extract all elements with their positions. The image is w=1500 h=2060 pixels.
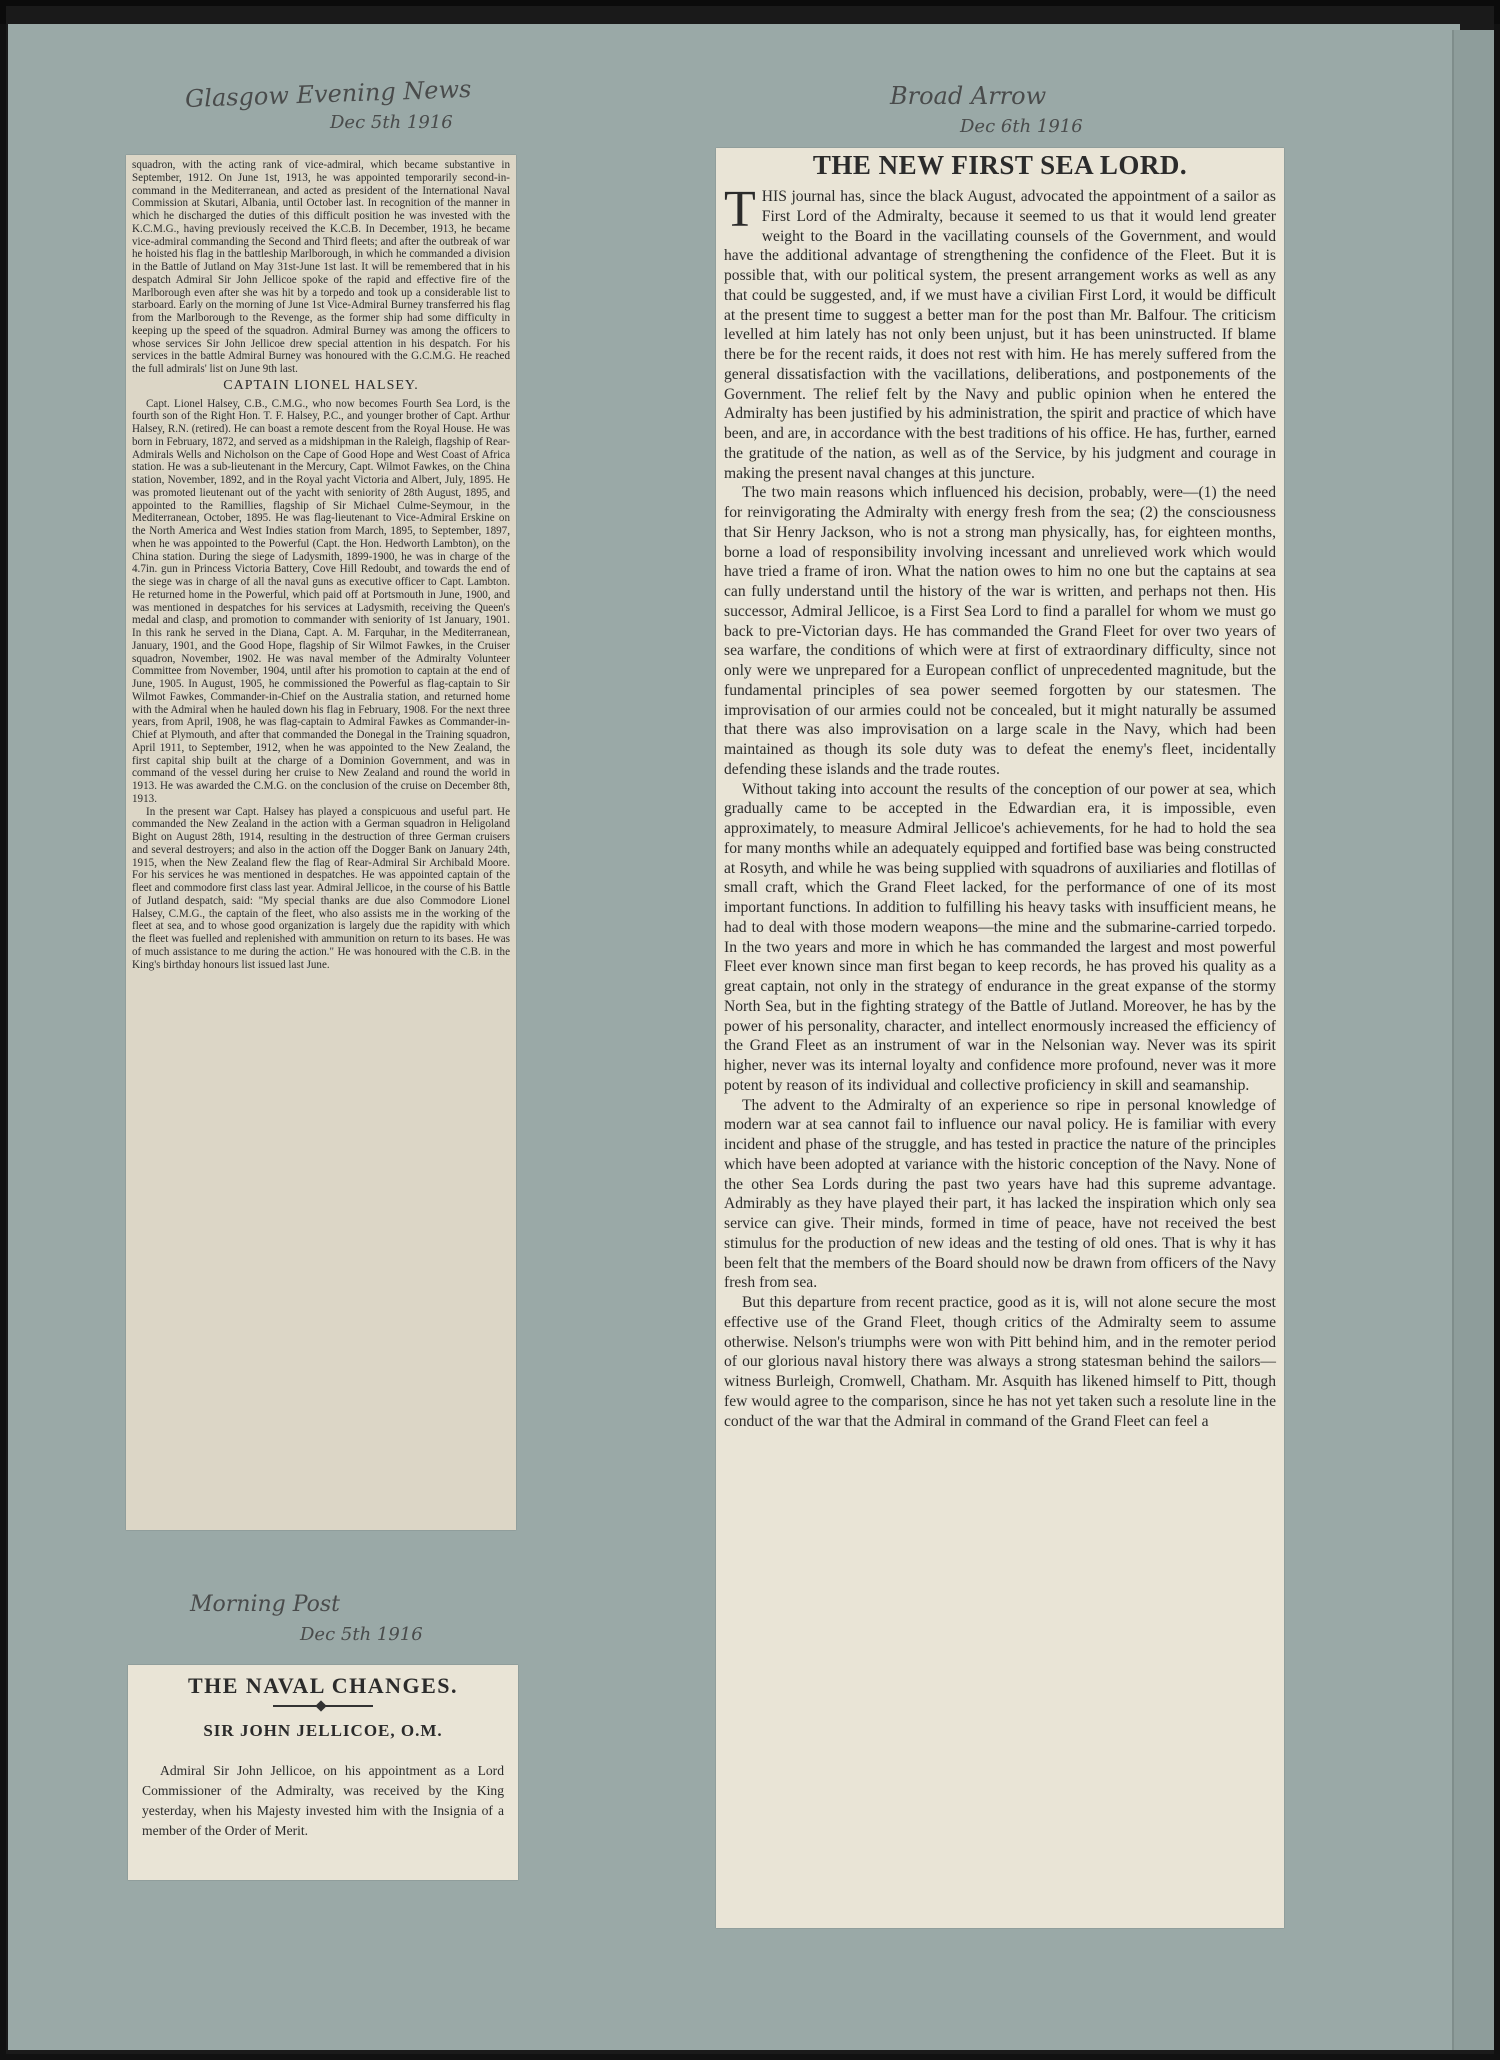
divider-ornament [273, 1705, 373, 1707]
article-paragraph: Admiral Sir John Jellicoe, on his appointment as a Lord Commissioner of the Admiralty, was received by the King yesterday, when his Majesty invested him with the Insignia of a member of the Order of Merit. [142, 1763, 504, 1838]
article-paragraph [724, 181, 1276, 483]
article-subtitle: SIR JOHN JELLICOE, O.M. [203, 1721, 443, 1740]
article-paragraph: The advent to the Admiralty of an experience so ripe in personal knowledge of modern war at sea cannot fail to influence our naval policy. He is familiar with every incident and phase of the struggle, and has tested in practice the nature of the principles which have been adopted at variance with the historic conception of the Navy. None of the other Sea Lords during the past two years have had this supreme advantage. Admirably as they have played their part, it has lacked the inspiration which only sea service can give. Their minds, formed in time of peace, have not received the best stimulus for the production of new ideas and the testing of old ones. That is why it has been felt that the members of the Board should now be drawn from officers of the Navy fresh from sea. [724, 1096, 1276, 1292]
article-paragraph: In the present war Capt. Halsey has played a conspicuous and useful part. He commanded the New Zealand in the action with a German squadron in Heligoland Bight on August 28th, 1914, resulting in the destruction of three German cruisers and several destroyers; and also in the action off the Dogger Bank on January 24th, 1915, when the New Zealand flew the flag of Rear-Admiral Sir Archibald Moore. For his services he was mentioned in despatches. He was appointed captain of the fleet and commodore first class last year. Admiral Jellicoe, in the course of his Battle of Jutland despatch, said: "My special thanks are due also Commodore Lionel Halsey, C.M.G., the captain of the fleet, who also assists me in the working of the fleet at sea, and to whose good organization is largely due the rapidity with which the fleet was fuelled and replenished with ammunition on return to its bases. He was of much assistance to me during the action." He was honoured with the C.B. in the King's birthday honours list issued last June. [132, 805, 510, 971]
article-paragraph: squadron, with the acting rank of vice-admiral, which became substantive in September, 1912. On June 1st, 1913, he was appointed temporarily second-in-command in the Mediterranean, and acted as president of the International Naval Commission at Skutari, Albania, until October last. In recognition of the manner in which he discharged the duties of this difficult position he was invested with the K.C.M.G., having previously received the K.C.B. In December, 1913, he became vice-admiral commanding the Second and Third fleets; and after the outbreak of war he hoisted his flag in the battleship Marlborough, in which he commanded a division in the Battle of Jutland on May 31st-June 1st last. It will be remembered that in his despatch Admiral Sir John Jellicoe spoke of the rapid and effective fire of the Marlborough even after she was hit by a torpedo and took up a considerable list to starboard. Early on the morning of June 1st Vice-Admiral Burney transferred his flag from the Marlborough to the Revenge, as the former ship had some difficulty in keeping up the speed of the squadron. Admiral Burney was among the officers to whose services Sir John Jellicoe drew special attention in his despatch. For his services in the battle Admiral Burney was honoured with the G.C.M.G. He reached the full admirals' list on June 9th last. [132, 159, 510, 375]
article-paragraph: Without taking into account the results of the conception of our power at sea, which gradually came to be accepted in the Edwardian era, it is impossible, even approximately, to measure Admiral Jellicoe's achievements, for he had to hold the sea for many months while an adequately equipped and fortified base was being constructed at Rosyth, and while he was being supplied with squadrons of auxiliaries and flotillas of small craft, which the Grand Fleet lacked, for the performance of one of its most important functions. In addition to fulfilling his heavy tasks with insufficient means, he had to deal with those modern weapons—the mine and the submarine-carried torpedo. In the two years and more in which he has commanded the largest and most powerful Fleet ever known since man first began to keep records, he has proved his quality as a great captain, not only in the strategy of endurance in the great expanse of the stormy North Sea, but in the fighting strategy of the Battle of Jutland. Moreover, he has by the power of his personality, character, and intellect enormously increased the efficiency of the Grand Fleet as an instrument of war in the Nelsonian way. Never was its spirit higher, never was its internal loyalty and confidence more profound, never was it more potent by reason of its individual and collective proficiency in skill and seamanship. [724, 780, 1276, 1094]
handwritten-source-broad-arrow: Broad Arrow [890, 82, 1047, 110]
handwritten-source-morning-post: Morning Post [190, 1592, 341, 1617]
article-title: THE NEW FIRST SEA LORD. [812, 150, 1188, 180]
article-body [724, 181, 1276, 1431]
handwritten-date-morning-post: Dec 5th 1916 [300, 1624, 423, 1645]
section-heading: CAPTAIN LIONEL HALSEY. [223, 377, 419, 393]
clipping-broad-arrow [716, 148, 1284, 1928]
clipping-glasgow-evening-news [126, 155, 516, 1530]
handwritten-date-broad-arrow: Dec 6th 1916 [960, 116, 1083, 137]
article-paragraph: Capt. Lionel Halsey, C.B., C.M.G., who now becomes Fourth Sea Lord, is the fourth son of the Right Hon. T. F. Halsey, P.C., and younger brother of Capt. Arthur Halsey, R.N. (retired). He can boast a remote descent from the Royal House. He was born in February, 1872, and served as a midshipman in the Raleigh, flagship of Rear-Admirals Wells and Nicholson on the Cape of Good Hope and West Coast of Africa station. He was a sub-lieutenant in the Mercury, Capt. Wilmot Fawkes, on the China station, November, 1892, and in the Royal yacht Victoria and Albert, July, 1895. He was promoted lieutenant out of the yacht with seniority of 28th August, 1895, and appointed to the Ramillies, flagship of Sir Michael Culme-Seymour, in the Mediterranean, October, 1895. He was flag-lieutenant to Vice-Admiral Erskine on the North America and West Indies station from March, 1895, to September, 1897, when he was appointed to the Powerful (Capt. the Hon. Hedworth Lambton), on the China station. During the siege of Ladysmith, 1899-1900, he was in charge of the 4.7in. gun in Princess Victoria Battery, Cove Hill Redoubt, and towards the end of the siege was in charge of all the naval guns as executive officer to Capt. Lambton. He returned home in the Powerful, which paid off at Portsmouth in June, 1900, and was mentioned in despatches for his services at Ladysmith, receiving the Queen's medal and clasp, and promotion to commander with seniority of 1st January, 1901. In this rank he served in the Diana, Capt. A. M. Farquhar, in the Mediterranean, January, 1901, and the Good Hope, flagship of Sir Wilmot Fawkes, in the Cruiser squadron, November, 1902. He was naval member of the Admiralty Volunteer Committee from November, 1904, until after his promotion to captain at the end of June, 1905. In August, 1905, he commissioned the Powerful as flag-captain to Sir Wilmot Fawkes, Commander-in-Chief on the Australia station, and returned home with the Admiral when he hauled down his flag in February, 1908. For the next three years, from April, 1908, he was flag-captain to Admiral Fawkes as Commander-in-Chief at Plymouth, and after that commanded the Donegal in the Training squadron, April 1911, to September, 1912, when he was appointed to the New Zealand, the first capital ship built at the charge of a Dominion Government, and was in command of the vessel during her cruise to New Zealand and round the world in 1913. He was awarded the C.M.G. on the conclusion of the cruise on December 8th, 1913. [132, 397, 510, 805]
article-paragraph: The two main reasons which influenced his decision, probably, were—(1) the need for reinvigorating the Admiralty with energy fresh from the sea; (2) the consciousness that Sir Henry Jackson, who is not a strong man physically, has, for eighteen months, borne a load of responsibility involving incessant and unrelieved work which would have tried a frame of iron. What the nation owes to him no one but the captains at sea can fully understand until the history of the war is written, and perhaps not then. His successor, Admiral Jellicoe, is a First Sea Lord to find a parallel for whom we must go back to pre-Victorian days. He has commanded the Grand Fleet for over two years of sea warfare, the conditions of which were at first of extraordinary difficulty, since not only were we unprepared for a European conflict of unprecedented magnitude, but the fundamental principles of sea power seemed forgotten by our statesmen. The improvisation of our armies could not be concealed, but it might naturally be assumed that there was also improvisation on a large scale in the Navy, which had been maintained as though its sole duty was to defeat the enemy's fleet, incidentally defending these islands and the trade routes. [724, 484, 1276, 778]
article-paragraph: But this departure from recent practice, good as it is, will not alone secure the most effective use of the Grand Fleet, though critics of the Admiralty seem to assume otherwise. Nelson's triumphs were won with Pitt behind him, and in the remoter period of our glorious naval history there was always a strong statesman behind the sailors—witness Burleigh, Cromwell, Chatham. Mr. Asquith has likened himself to Pitt, though few would agree to the comparison, since he has not yet taken such a resolute line in the conduct of the war that the Admiral in command of the Grand Fleet can feel a [724, 1294, 1276, 1430]
handwritten-date-glasgow: Dec 5th 1916 [330, 112, 453, 133]
paragraph-text: HIS journal has, since the black August, advocated the appointment of a sailor as First Lord of the Admiralty, because it seemed to us that it would lend greater weight to the Board in the vacillating counsels of the Government, and would have the additional advantage of strengthening the confidence of the Fleet. But it is possible that, with our political system, the present arrangement works as well as any that could be suggested, and, if we must have a civilian First Lord, it would be difficult at the present time to suggest a better man for the post than Mr. Balfour. The criticism levelled at him lately has not only been unjust, but it has been uninstructed. If blame there be for the recent raids, it does not rest with him. He has merely suffered from the general dissatisfaction with the vacillations, deliberations, and postponements of the Government. The relief felt by the Navy and public opinion when he entered the Admiralty has been justified by his administration, the spirit and practice of which have been, and are, in accordance with the best traditions of his office. He has, further, earned the gratitude of the nation, as well as of the Service, by his judgment and courage in making the present naval changes at this juncture. [724, 188, 1276, 482]
handwritten-source-glasgow: Glasgow Evening News [184, 75, 472, 113]
page-edge [1452, 30, 1494, 2050]
drop-cap: T [724, 181, 756, 238]
clipping-morning-post [128, 1665, 518, 1880]
article-title: THE NAVAL CHANGES. [187, 1673, 459, 1698]
